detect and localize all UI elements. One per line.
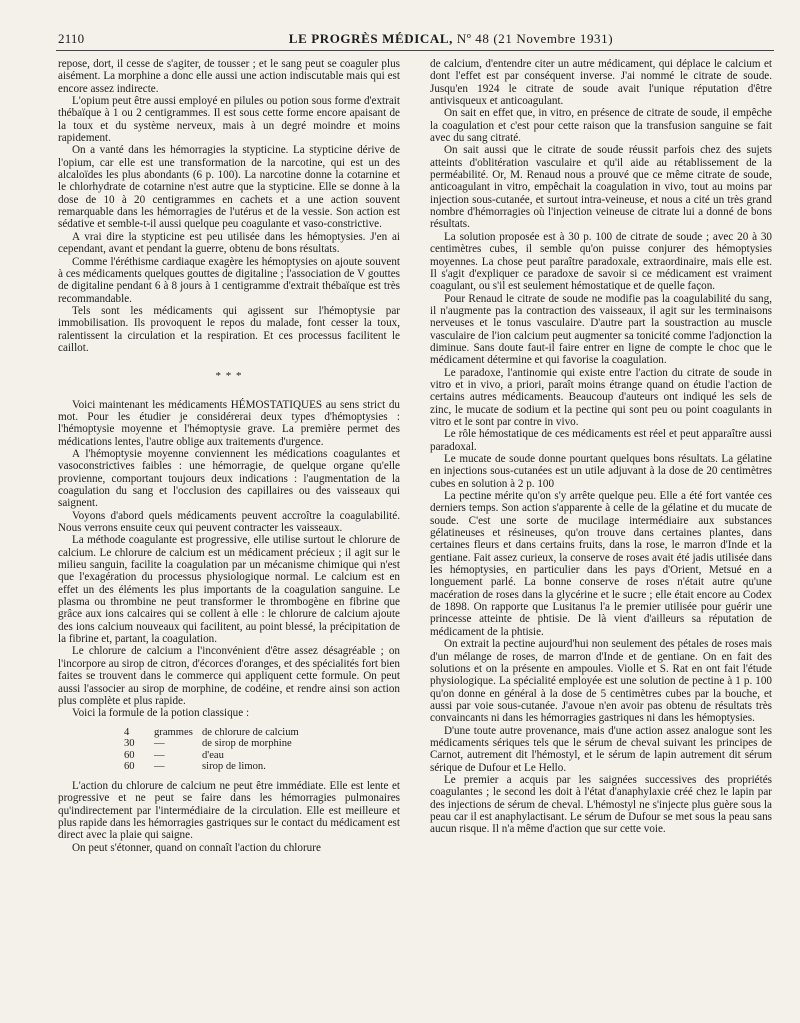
formula-ingredient: de chlorure de calcium — [202, 726, 299, 738]
formula-unit: — — [154, 738, 165, 750]
paragraph: La solution proposée est à 30 p. 100 de citrate de soude ; avec 20 à 30 centimètres cubes, il semble qu'on puisse conjurer des hémoptysies moyennes. La chose peut paraître paradoxale, extraordinaire, mais elle est. Il s'agit d'expliquer ce paradoxe de savoir si ce médicament est vraiment coagulant, ou s'il est seulement hémostatique et de quelle façon. — [430, 230, 772, 293]
paragraph: A vrai dire la stypticine est peu utilisée dans les hémoptysies. J'en ai cependant, avant et pendant la guerre, obtenu de bons résultats. — [58, 230, 400, 256]
paragraph: On sait en effet que, in vitro, en présence de citrate de soude, il empêche la coagulation et c'est pour cette raison que la transfusion sanguine se fait avec du sang citraté. — [430, 107, 772, 145]
paragraph: Le rôle hémostatique de ces médicaments est réel et peut apparaître aussi paradoxal. — [430, 428, 772, 453]
formula-unit: grammes — [154, 726, 193, 738]
running-header — [58, 31, 774, 47]
paragraph: Voyons d'abord quels médicaments peuvent accroître la coagulabilité. Nous verrons ensuite ceux qui peuvent contracter les vaisseaux. — [58, 509, 400, 535]
formula-unit: — — [154, 761, 165, 773]
paragraph: La pectine mérite qu'on s'y arrête quelque peu. Elle a été fort vantée ces derniers temps. Son action s'apparente à celle de la gélatine et du mucate de soude. C'est une sorte de mucilage intermédiaire aux substances gélatineuses et résineuses, qu'on trouve dans certaines plantes, dans certaines fleurs et dans certains fruits, dans la rose, le marron d'Inde et la gentiane. Fait assez curieux, la conserve de roses avait été jadis utilisée dans les hémoptysies, en particulier dans les pays d'Orient, Metsué en a longuement parlé. La bonne conserve de roses n'était autre qu'une macération de roses dans la glycérine et le sucre ; elle était encore au Codex de 1898. On rapporte que Lusitanus l'a le premier utilisée pour guérir une princesse atteinte de phtisie. De là vient d'ailleurs sa réputation de médicament de la phtisie. — [430, 490, 772, 638]
paragraph: Pour Renaud le citrate de soude ne modifie pas la coagulabilité du sang, il n'augmente pas la contraction des vaisseaux, il agit sur les terminaisons nerveuses et le tonus vasculaire. D'autre part la soustraction au muscle vasculaire de l'ion calcium peut augmenter sa tonicité comme l'adjonction la diminue. Sans doute faut-il faire entrer en ligne de compte le choc que le médicament détermine et qui favorise la coagulation. — [430, 292, 772, 367]
formula-unit: — — [154, 749, 165, 761]
right-column — [430, 58, 772, 836]
issue-info: Nº 48 (21 Novembre 1931) — [456, 31, 614, 46]
formula-quantity: 60 — [124, 761, 135, 773]
left-column — [58, 58, 400, 854]
paragraph: Le paradoxe, l'antinomie qui existe entre l'action du citrate de soude in vitro et in vivo, a priori, paraît moins étrange quand on étudie l'action de certains autres médicaments. Beaucoup d'auteurs ont indiqué les sels de zinc, le mucate de sodium et la pectine qui sont peu ou point coagulants in vitro et le sont par contre in vivo. — [430, 366, 772, 428]
page-number: 2110 — [58, 31, 85, 46]
paragraph: Voici maintenant les médicaments HÉMOSTATIQUES au sens strict du mot. Pour les étudier je considérerai deux types d'hémoptysies : l'hémoptysie moyenne et l'hémoptysie grave. La première permet des médications lentes, l'autre oblige aux traitements d'urgence. — [58, 398, 400, 448]
paragraph: repose, dort, il cesse de s'agiter, de tousser ; et le sang peut se coaguler plus aisément. La morphine a donc elle aussi une action indiscutable mais qui est encore assez indirecte. — [58, 58, 400, 95]
section-separator: * * * — [215, 370, 243, 383]
paragraph: On extrait la pectine aujourd'hui non seulement des pétales de roses mais d'un mélange de roses, de marron d'Inde et de gentiane. On en fait des solutions et on la présente en ampoules. Violle et S. Rat en ont fait l'étude physiologique. La spécialité employée est une solution de pectine à 1 p. 100 qu'on donne en général à la dose de 5 centimètres cubes par la bouche, et aussi par voie sous-cutanée. J'avoue n'en avoir pas obtenu de résultats très convaincants ni dans les hémorragies gastriques ni dans les hémoptysies. — [430, 638, 772, 725]
potion-formula — [124, 727, 400, 773]
formula-row — [124, 750, 400, 762]
formula-quantity: 30 — [124, 738, 135, 750]
formula-quantity: 4 — [124, 726, 130, 738]
paragraph: Voici la formule de la potion classique : — [72, 707, 250, 720]
paragraph: Le chlorure de calcium a l'inconvénient d'être assez désagréable ; on l'incorpore au sirop de citron, d'écorces d'oranges, et des spécialités fort bien faites se trouvent dans le commerce qui appliquent cette formule. On peut aussi l'associer au sirop de morphine, de codéine, et rendre ainsi son action plus complète et plus rapide. — [58, 645, 400, 707]
paragraph: La méthode coagulante est progressive, elle utilise surtout le chlorure de calcium. Le chlorure de calcium est un médicament précieux ; il agit sur le milieu sanguin, facilite la coagulation par un mécanisme chimique qui n'est que l'exagération du processus physiologique normal. Le calcium est en effet un des éléments les plus importants de la coagulation sanguine. Le plasma ou thrombine ne peut transformer le thrombogène en fibrine que grâce aux ions calcaires qui se collent à elle : le chlorure de calcium ajoute des ions calcium nouveaux qui facilitent, au point blessé, la précipitation de la fibrine et, partant, la coagulation. — [58, 534, 400, 646]
formula-ingredient: d'eau — [202, 749, 224, 761]
formula-ingredient: sirop de limon. — [202, 761, 266, 773]
paragraph: Le mucate de soude donne pourtant quelques bons résultats. La gélatine en injections sous-cutanées est un utile adjuvant à la dose de 20 centimètres cubes en solution à 2 p. 100 — [430, 453, 772, 490]
paragraph: A l'hémoptysie moyenne conviennent les médications coagulantes et vasoconstrictives faibles : une hémorragie, de quelque organe qu'elle provienne, comportant toujours deux indications : l'augmentation de la coagulation du sang et l'occlusion des capillaires ou des vaisseaux qui saignent. — [58, 447, 400, 510]
paragraph: Tels sont les médicaments qui agissent sur l'hémoptysie par immobilisation. Ils provoquent le repos du malade, font cesser la toux, ralentissent la circulation et la respiration. Et ces processus facilitent le caillot. — [58, 304, 400, 354]
paragraph: Comme l'éréthisme cardiaque exagère les hémoptysies on ajoute souvent à ces médicaments quelques gouttes de digitaline ; l'association de V gouttes de digitaline pendant 6 à 8 jours à 1 centigramme d'extrait thébaïque est très recommandable. — [58, 255, 400, 305]
paragraph: L'opium peut être aussi employé en pilules ou potion sous forme d'extrait thébaïque à 1 ou 2 centigrammes. Il est sous cette forme encore apaisant de la toux et du système nerveux, mais à un degré moindre et moins rapidement. — [58, 95, 400, 145]
paragraph: L'action du chlorure de calcium ne peut être immédiate. Elle est lente et progressive et ne peut se faire dans les hémorragies pulmonaires qu'indirectement par l'intermédiaire de la circulation. Elle est meilleure et plus rapide dans les hémorragies gastriques sur le contact du médicament est direct avec la plaie qui saigne. — [58, 779, 400, 842]
journal-title-line — [128, 31, 774, 47]
paragraph: de calcium, d'entendre citer un autre médicament, qui déplace le calcium et dont l'effet est par conséquent inverse. J'ai nommé le citrate de soude. Jusqu'en 1924 le citrate de soude avait l'unique réputation d'être antivisqueux et anticoagulant. — [430, 58, 772, 108]
journal-title: LE PROGRÈS MÉDICAL, — [288, 31, 453, 46]
paragraph: On a vanté dans les hémorragies la stypticine. La stypticine dérive de l'opium, car elle est une transformation de la narcotine, qui est un des alcaloïdes les plus abondants (6 p. 100). La narcotine donne la cotarnine et le chlorhydrate de cotarnine n'est autre que la stypticine. Elle se donne à la dose de 10 à 20 centigrammes en cachets et a une action souvent remarquable dans les hémorragies de l'utérus et de la vessie. Son action est sédative et semble-t-il aussi quelque peu coagulante et vaso-constrictive. — [58, 144, 400, 231]
paragraph: On sait aussi que le citrate de soude réussit parfois chez des sujets atteints d'oblitération vasculaire et qu'il aide au rétablissement de la perméabilité. Or, M. Renaud nous a prouvé que ce même citrate de soude, anticoagulant in vitro, empêchait la coagulation in vivo, tout au moins par injection sous-cutanée, et surtout intra-veineuse, et nous a cité un très grand nombre d'hémorragies où l'injection veineuse de citrate lui a donné de bons résultats. — [430, 144, 772, 231]
formula-row — [124, 738, 400, 750]
formula-row — [124, 727, 400, 739]
formula-ingredient: de sirop de morphine — [202, 738, 292, 750]
paragraph: On peut s'étonner, quand on connaît l'action du chlorure — [72, 841, 321, 854]
paragraph: Le premier a acquis par les saignées successives des propriétés coagulantes ; le second les doit à l'état d'anaphylaxie créé chez le lapin par des injections de sérum de cheval. L'hémostyl ne s'injecte plus guère sous la peau car il est anaphylactisant. Le sérum de Dufour se met sous la peau sans aucun risque. Il n'a même d'action que sur cette voie. — [430, 773, 772, 836]
paragraph: D'une toute autre provenance, mais d'une action assez analogue sont les médicaments sériques tels que le sérum de cheval suivant les principes de Carnot, autrement dit l'hémostyl, et le sérum de lapin autrement dit sérum sérique de Dufour et Le Hello. — [430, 724, 772, 774]
header-rule — [56, 50, 774, 51]
formula-row — [124, 761, 400, 773]
formula-quantity: 60 — [124, 749, 135, 761]
